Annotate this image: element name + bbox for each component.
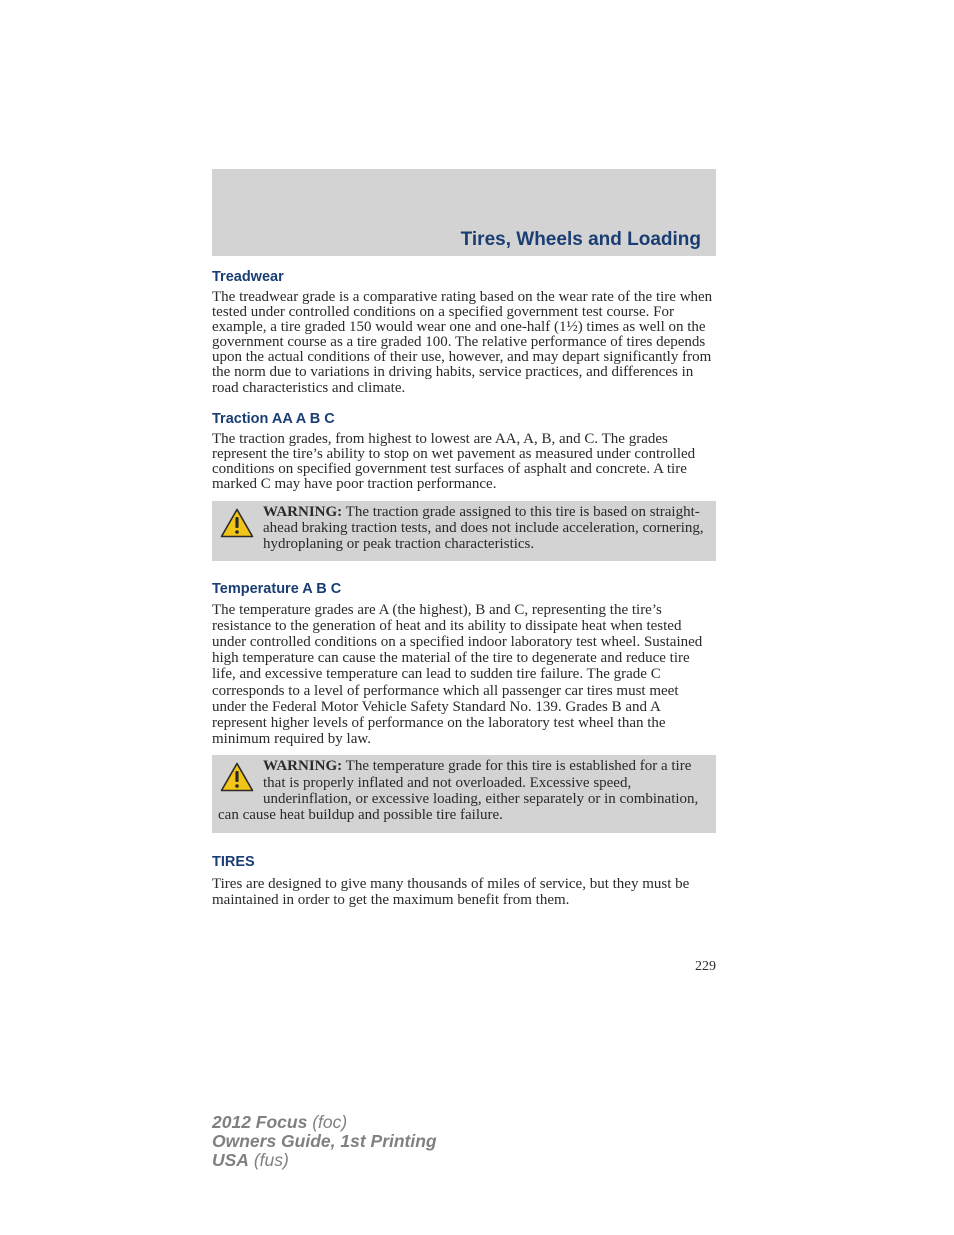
warning-triangle-icon — [220, 762, 254, 792]
temperature-paragraph: The temperature grades are A (the highest), B and C, representing the tire’s resistance to the generation of heat and its ability to dissipate heat when tested under controlled conditions on a specified indoor laboratory test wheel. Sustained high temperature can cause the material of the tire to degenerate and reduce tire life, and excessive temperature can lead to sudden tire failure. The grade C corresponds to a level of performance which all passenger car tires must meet under the Federal Motor Vehicle Safety Standard No. 139. Grades B and A represent higher levels of performance on the laboratory test wheel than the minimum required by law. — [212, 601, 703, 748]
temperature-heading: Temperature A B C — [212, 580, 342, 597]
temperature-warning-body: The temperature grade for this tire is established for a tire that is properly inflated and not overloaded. Excessive speed, underinflation, or excessive loading, either separately or in combination, can cause heat buildup and possible tire failure. — [218, 758, 699, 824]
footer-line-market: USA (fus) — [212, 1150, 289, 1170]
page-content — [212, 268, 716, 909]
tires-heading: TIRES — [212, 854, 255, 871]
warning-label: WARNING: — [263, 758, 343, 775]
temperature-warning-text — [218, 758, 706, 823]
traction-warning-box — [212, 501, 716, 561]
chapter-title: Tires, Wheels and Loading — [460, 229, 701, 250]
treadwear-heading: Treadwear — [212, 269, 284, 285]
temperature-warning-box — [212, 755, 716, 833]
traction-warning-body: The traction grade assigned to this tire is based on straight-ahead braking traction tests, and does not include acceleration, cornering, hydroplaning or peak traction characteristics. — [263, 504, 704, 553]
footer-line-edition: Owners Guide, 1st Printing — [212, 1131, 437, 1151]
traction-warning-text — [218, 504, 706, 553]
traction-heading: Traction AA A B C — [212, 410, 335, 427]
warning-label: WARNING: — [263, 504, 343, 521]
page-number: 229 — [695, 959, 716, 974]
traction-paragraph: The traction grades, from highest to lowest are AA, A, B, and C. The grades represent the tire’s ability to stop on wet pavement as measured under controlled conditions on specified government test surfaces of asphalt and concrete. A tire marked C may have poor traction performance. — [212, 430, 696, 492]
treadwear-paragraph: The treadwear grade is a comparative rating based on the wear rate of the tire when tested under controlled conditions on a specified government test course. For example, a tire graded 150 would wear one and one-half (1½) times as well on the government course as a tire graded 100. The relative performance of tires depends upon the actual conditions of their use, however, and may depart significantly from the norm due to variations in driving habits, service practices, and differences in road characteristics and climate. — [212, 289, 713, 396]
warning-triangle-icon — [220, 508, 254, 538]
chapter-header-band — [212, 169, 716, 256]
tires-paragraph: Tires are designed to give many thousands of miles of service, but they must be maintained in order to get the maximum benefit from them. — [212, 876, 690, 909]
footer-line-model: 2012 Focus (foc) — [212, 1112, 348, 1132]
publication-footer — [212, 1113, 437, 1170]
